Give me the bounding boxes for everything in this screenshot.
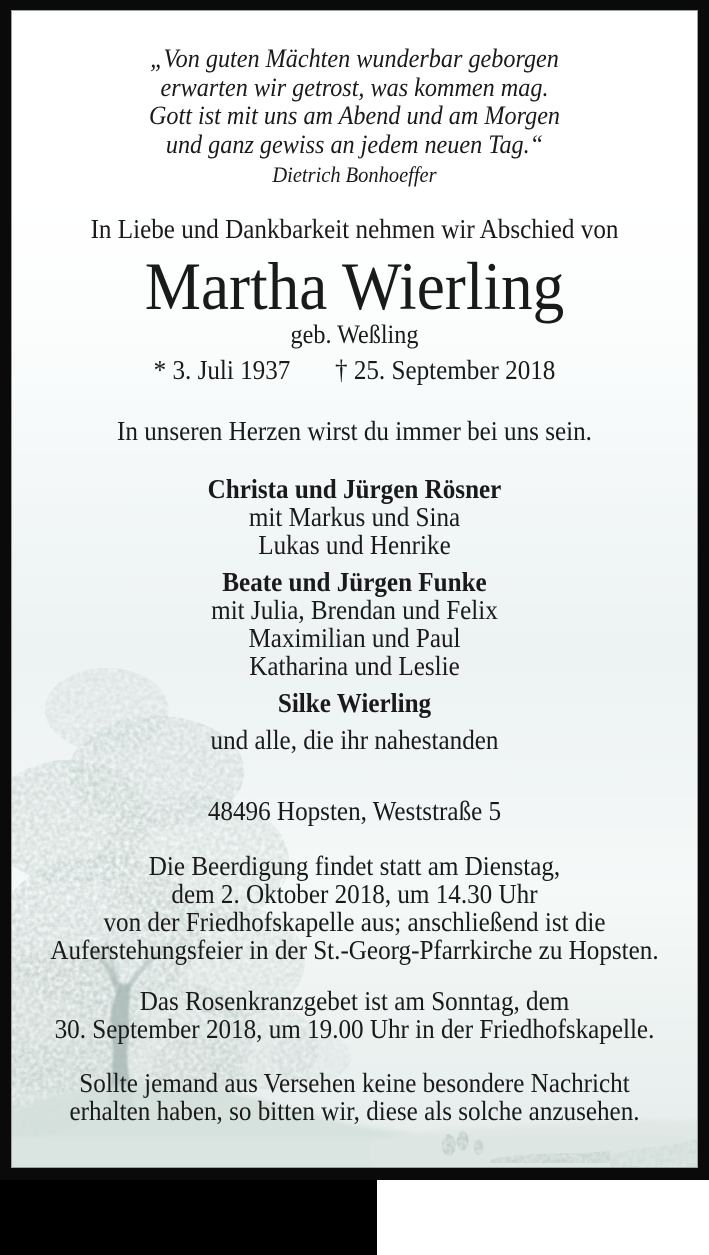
quote-line: und ganz gewiss an jedem neuen Tag.“ (165, 129, 544, 159)
notice-line: Sollte jemand aus Versehen keine besondere Nachricht (79, 1068, 630, 1098)
mourner-line: und alle, die ihr nahestanden (210, 725, 499, 755)
mourner-line: Beate und Jürgen Funke (222, 567, 487, 597)
obituary-content (36, 45, 673, 1125)
death-date: † 25. September 2018 (334, 355, 556, 385)
mourner-line: Maximilian und Paul (248, 623, 461, 653)
funeral-line: Die Beerdigung findet statt am Dienstag, (148, 851, 561, 881)
mourner-line: Lukas und Henrike (258, 530, 451, 560)
address-line: 48496 Hopsten, Weststraße 5 (207, 796, 502, 826)
card-inner (11, 10, 698, 1168)
life-dates (36, 356, 673, 384)
quote-attribution: Dietrich Bonhoeffer (272, 162, 437, 187)
quote-line: Gott ist mit uns am Abend und am Morgen (148, 101, 561, 130)
mourner-line: Katharina und Leslie (249, 651, 460, 681)
funeral-details (36, 852, 673, 964)
bottom-band (0, 1180, 709, 1255)
memorial-line: In unseren Herzen wirst du immer bei uns sein. (117, 416, 592, 446)
mourner-line: mit Markus und Sina (248, 502, 461, 532)
notice-block (36, 1069, 673, 1125)
quote-line: „Von guten Mächten wunderbar geborgen (150, 44, 559, 73)
funeral-line: dem 2. Oktober 2018, um 14.30 Uhr (171, 879, 538, 909)
funeral-line: von der Friedhofskapelle aus; anschließend ist die (103, 907, 606, 937)
funeral-line: Auferstehungsfeier in der St.-Georg-Pfarrkirche zu Hopsten. (50, 935, 659, 965)
birth-date: * 3. Juli 1937 (153, 355, 291, 385)
quote-block (36, 45, 673, 188)
rosary-line: Das Rosenkranzgebet ist am Sonntag, dem (139, 986, 570, 1016)
bottom-band-black (0, 1180, 377, 1255)
farewell-line: In Liebe und Dankbarkeit nehmen wir Abschied von (90, 214, 619, 244)
mourner-line: Christa und Jürgen Rösner (207, 474, 502, 504)
mourner-line: Silke Wierling (277, 688, 432, 718)
maiden-name: geb. Weßling (290, 320, 419, 349)
deceased-name: Martha Wierling (144, 248, 565, 324)
mourner-line: mit Julia, Brendan und Felix (211, 595, 498, 625)
rosary-details (36, 987, 673, 1043)
quote-line: erwarten wir getrost, was kommen mag. (160, 72, 549, 102)
rosary-line: 30. September 2018, um 19.00 Uhr in der Friedhofskapelle. (54, 1014, 655, 1044)
mourners-block (36, 475, 673, 754)
notice-line: erhalten haben, so bitten wir, diese als solche anzusehen. (69, 1096, 640, 1126)
